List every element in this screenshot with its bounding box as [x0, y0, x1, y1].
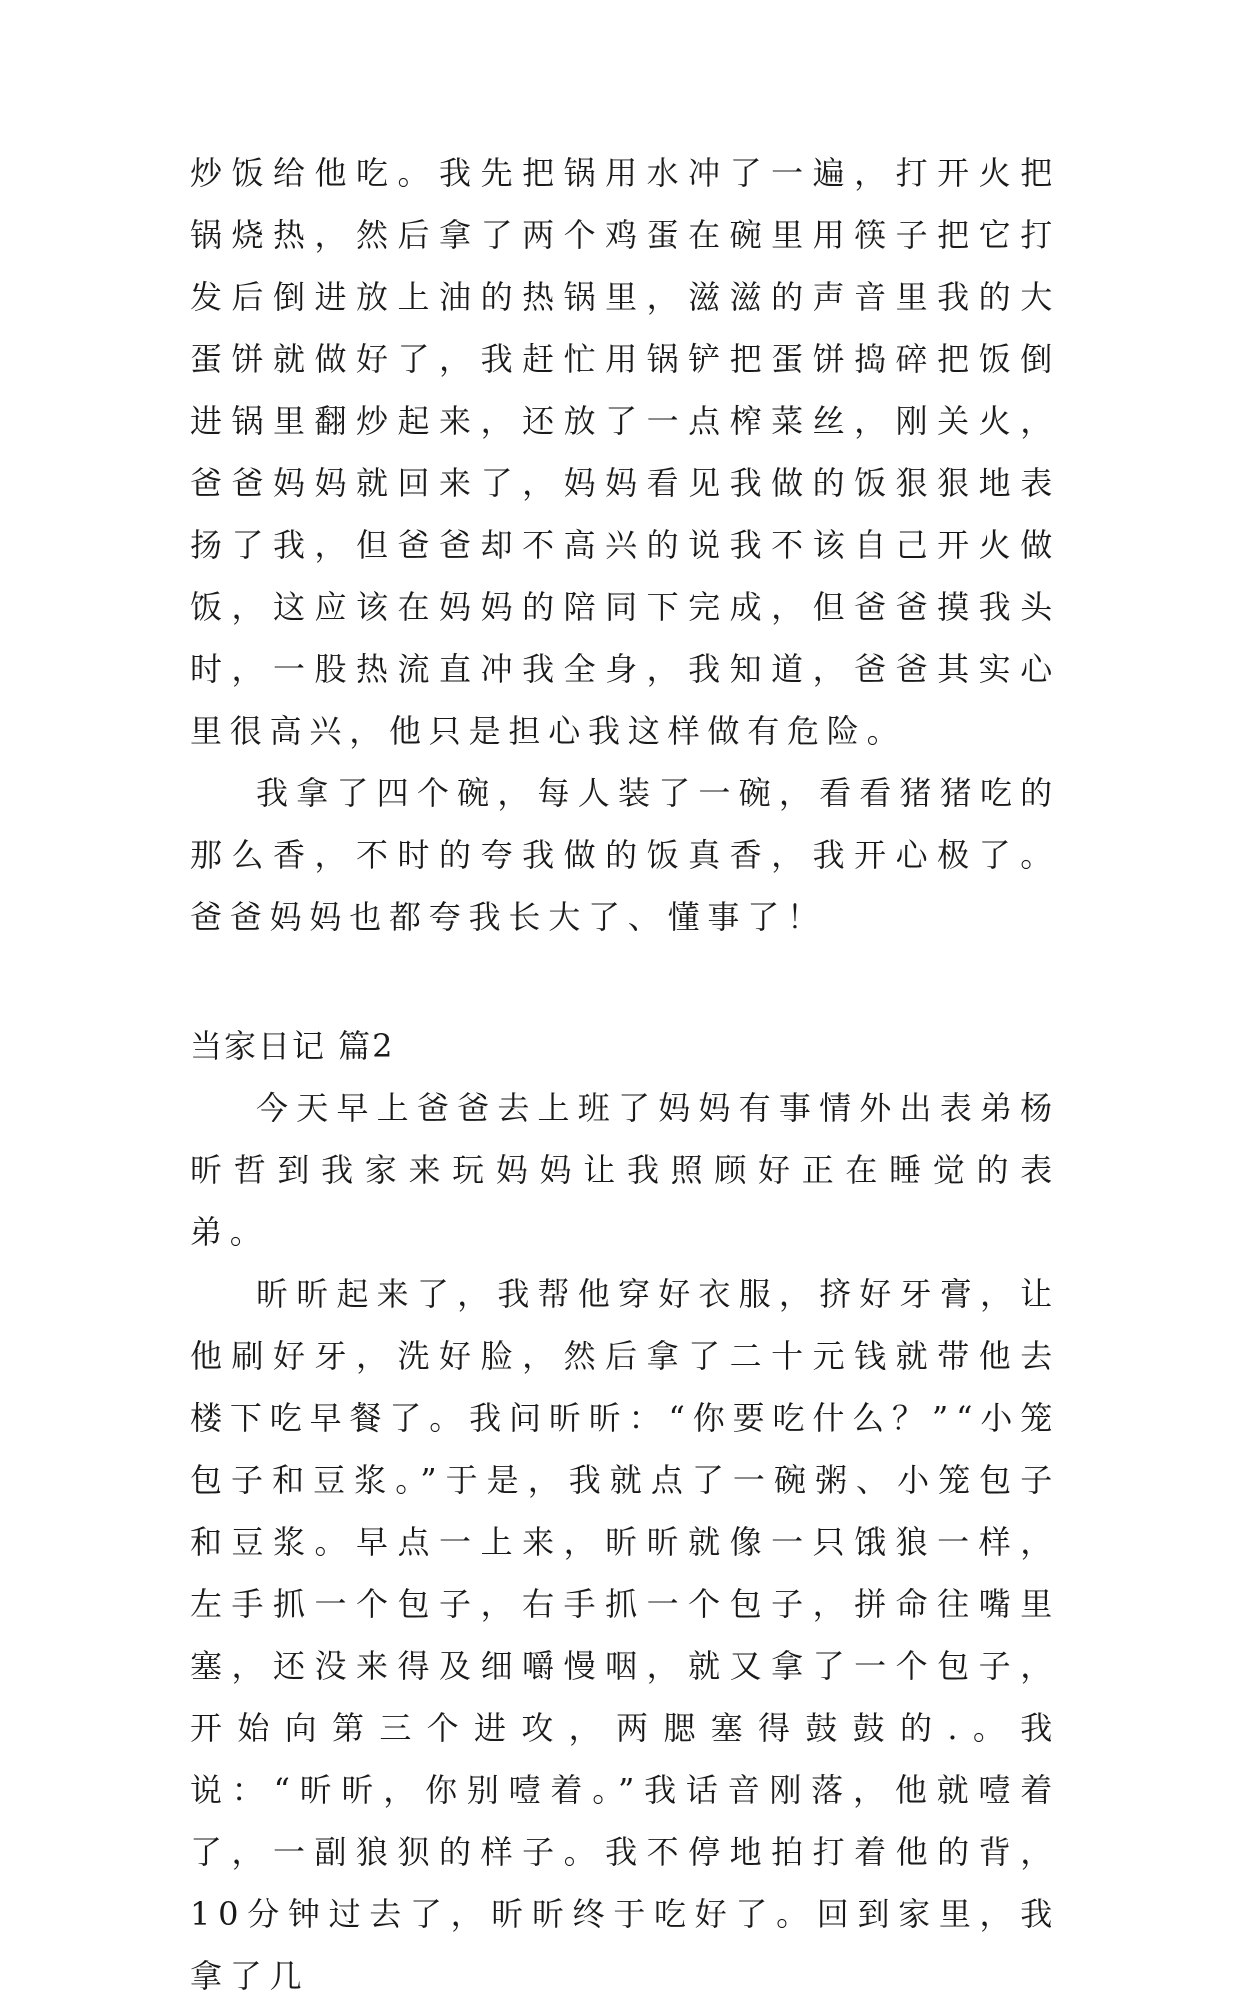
- paragraph-continued: 炒饭给他吃。我先把锅用水冲了一遍，打开火把锅烧热，然后拿了两个鸡蛋在碗里用筷子把它打发后倒进放上油的热锅里，滋滋的声音里我的大蛋饼就做好了，我赶忙用锅铲把蛋饼捣碎把饭倒进锅里翻炒起来，还放了一点榨菜丝，刚关火，爸爸妈妈就回来了，妈妈看见我做的饭狠狠地表扬了我，但爸爸却不高兴的说我不该自己开火做饭，这应该在妈妈的陪同下完成，但爸爸摸我头时，一股热流直冲我全身，我知道，爸爸其实心里很高兴，他只是担心我这样做有危险。: [190, 154, 1060, 750]
- document-body: [190, 142, 1060, 2007]
- paragraph: 昕昕起来了，我帮他穿好衣服，挤好牙膏，让他刷好牙，洗好脸，然后拿了二十元钱就带他去楼下吃早餐了。我问昕昕：“你要吃什么？”“小笼包子和豆浆。”于是，我就点了一碗粥、小笼包子和豆浆。早点一上来，昕昕就像一只饿狼一样，左手抓一个包子，右手抓一个包子，拼命往嘴里塞，还没来得及细嚼慢咽，就又拿了一个包子，开始向第三个进攻，两腮塞得鼓鼓的.。我说：“昕昕，你别噎着。”我话音刚落，他就噎着了，一副狼狈的样子。我不停地拍打着他的背，10分钟过去了，昕昕终于吃好了。回到家里，我拿了几: [190, 1275, 1060, 1995]
- paragraph: 我拿了四个碗，每人装了一碗，看看猪猪吃的那么香，不时的夸我做的饭真香，我开心极了。爸爸妈妈也都夸我长大了、懂事了！: [190, 774, 1060, 936]
- section-heading: 当家日记 篇2: [190, 1027, 395, 1065]
- paragraph: 今天早上爸爸去上班了妈妈有事情外出表弟杨昕哲到我家来玩妈妈让我照顾好正在睡觉的表弟。: [190, 1089, 1060, 1251]
